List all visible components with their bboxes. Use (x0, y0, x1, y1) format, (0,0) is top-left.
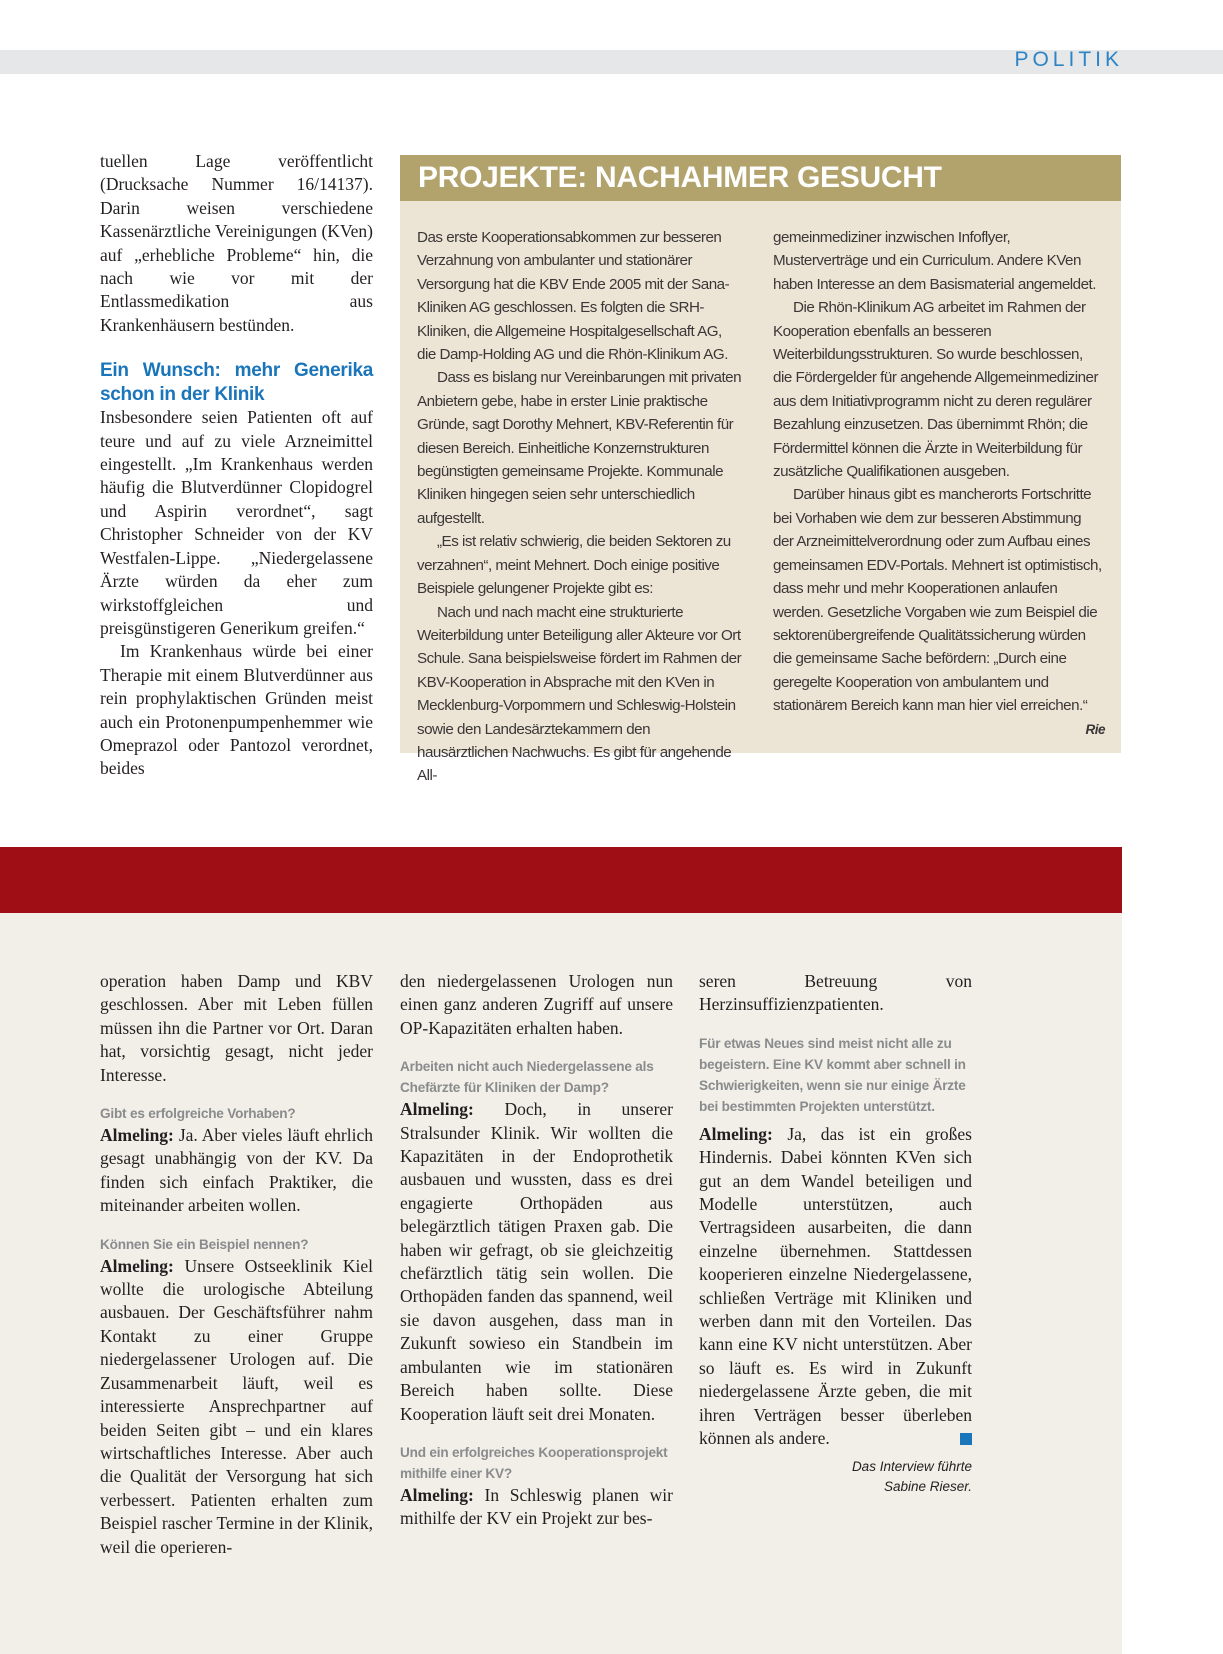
speaker-label: Almeling: (100, 1255, 174, 1276)
box-paragraph: „Es ist relativ schwierig, die beiden Sektoren zu verzahnen“, meint Mehnert. Doch einige positive Beispiele gelungener Projekte gibt es: (417, 533, 731, 598)
interview-answer (100, 1255, 373, 1559)
box-paragraph: gemeinmediziner inzwischen Infoflyer, Musterverträge und ein Curriculum. Andere KVen haben Interesse an dem Basismaterial angemeldet. (773, 229, 1096, 293)
interview-text: den niedergelassenen Urologen nun einen ganz anderen Zugriff auf unsere OP-Kapazitäten erhalten haben. (400, 971, 673, 1038)
end-square-icon (960, 1433, 972, 1445)
interview-column-3 (699, 970, 972, 1497)
box-paragraph: Nach und nach macht eine strukturierte Weiterbildung unter Beteiligung aller Akteure vor Ort Schule. Sana beispielsweise fördert im Rahmen der KBV-Kooperation in Absprache mit den KVen in Mecklenburg-Vorpommern und Schleswig-Holstein sowie den Landesärztekammern den hausärztlichen Nachwuchs. Es gibt für angehende All- (417, 603, 742, 785)
interview-text: seren Betreuung von Herzinsuffizienzpatienten. (699, 971, 972, 1015)
interview-answer (400, 1484, 673, 1531)
interview-answer (100, 1124, 373, 1218)
speaker-label: Almeling: (400, 1484, 474, 1505)
box-paragraph: Die Rhön-Klinikum AG arbeitet im Rahmen der Kooperation ebenfalls an besseren Weiterbildungsstrukturen. So wurde beschlossen, die Fördergelder für angehende Allgemeinmediziner aus dem Initiativprogramm nicht zu deren regulärer Bezahlung einzusetzen. Das übernimmt Rhön; die Fördermittel können die Ärzte in Weiterbildung für zusätzliche Qualifikationen ausgeben. (773, 299, 1099, 481)
interview-answer (699, 1123, 972, 1451)
interview-answer (400, 1098, 673, 1426)
interview-question: Und ein erfolgreiches Kooperationsprojekt mithilfe einer KV? (400, 1444, 668, 1481)
box-column-1 (417, 226, 742, 788)
interview-question: Arbeiten nicht auch Niedergelassene als Chefärzte für Kliniken der Damp? (400, 1059, 654, 1096)
speaker-label: Almeling: (699, 1123, 773, 1144)
left-paragraph-2: Im Krankenhaus würde bei einer Therapie mit einem Blutverdünner aus rein prophylaktischen Gründen meist auch ein Protonenpumpenhemmer wie Omeprazol oder Pantozol verordnet, beides (100, 641, 373, 779)
answer-text: In Schleswig planen wir mithilfe der KV ein Projekt zur bes- (400, 1484, 673, 1529)
interview-question: Können Sie ein Beispiel nennen? (100, 1236, 309, 1252)
interview-question: Für etwas Neues sind meist nicht alle zu begeistern. Eine KV kommt aber schnell in Schwierigkeiten, wenn sie nur einige Ärzte bei bestimmten Projekten unterstützt. (699, 1035, 966, 1114)
interview-column-1 (100, 970, 373, 1559)
box-paragraph: Das erste Kooperationsabkommen zur besseren Verzahnung von ambulanter und stationärer Versorgung hat die KBV Ende 2005 mit der Sana-Kliniken AG geschlossen. Es folgten die SRH-Kliniken, die Allgemeine Hospitalgesellschaft AG, die Damp-Holding AG und die Rhön-Klinikum AG. (417, 229, 730, 364)
byline (699, 1457, 972, 1497)
box-paragraph (773, 483, 1105, 737)
subheading: Ein Wunsch: mehr Generika schon in der Klinik (100, 360, 373, 405)
byline-line-1: Das Interview führte (851, 1458, 972, 1474)
left-paragraph-1: Insbesondere seien Patienten oft auf teure und auf zu viele Arzneimittel eingestellt. „Im Krankenhaus werden häufig die Blutverdünner Clopidogrel und Aspirin verordnet“, sagt Christopher Schneider von der KV Westfalen-Lippe. „Niedergelassene Ärzte würden da eher zum wirkstoffgleichen und preisgünstigeren Generikum greifen.“ (100, 407, 373, 638)
section-label: POLITIK (1014, 48, 1123, 71)
interview-column-2 (400, 970, 673, 1531)
interview-text: operation haben Damp und KBV geschlossen. Aber mit Leben füllen müssen ihn die Partner vor Ort. Daran hat, vorsichtig gesagt, nicht jeder Interesse. (100, 971, 373, 1085)
left-column (100, 150, 373, 781)
info-box (400, 155, 1121, 785)
speaker-label: Almeling: (400, 1099, 474, 1120)
byline-line-2: Sabine Rieser. (883, 1478, 972, 1494)
box-signature: Rie (1085, 721, 1105, 737)
answer-text: Doch, in unserer Stralsunder Klinik. Wir wollten die Kapazitäten in der Endoprothetik ausbauen und wussten, dass es drei engagierte Orthopäden aus belegärztlich tätigen Praxen gab. Die haben wir gefragt, ob sie gleichzeitig chefärztlich tätig sein wollen. Die Orthopäden fanden das spannend, weil sie davon ausgehen, dass man in Zukunft sowieso ein Standbein im ambulanten wie im stationären Bereich haben sollte. Diese Kooperation läuft seit drei Monaten. (400, 1099, 673, 1424)
red-band (0, 847, 1122, 913)
left-intro: tuellen Lage veröffentlicht (Drucksache Nummer 16/14137). Darin weisen verschiedene Kassenärztliche Vereinigungen (KVen) auf „erhebliche Probleme“ hin, die nach wie vor mit der Entlassmedikation aus Krankenhäusern bestünden. (100, 151, 373, 335)
answer-text: Ja. Aber vieles läuft ehrlich gesagt unabhängig von der KV. Da finden sich einfach Praktiker, die miteinander arbeiten wollen. (100, 1125, 373, 1216)
interview-question: Gibt es erfolgreiche Vorhaben? (100, 1106, 296, 1122)
speaker-label: Almeling: (100, 1125, 174, 1146)
answer-text: Unsere Ostseeklinik Kiel wollte die urologische Abteilung ausbauen. Der Geschäftsführer nahm Kontakt zu einer Gruppe niedergelassener Urologen auf. Die Zusammenarbeit läuft, weil es interessierte Ansprechpartner auf beiden Seiten gibt – und ein klares wirtschaftliches Interesse. Aber auch die Qualität der Versorgung hat sich verbessert. Patienten erhalten zum Beispiel rascher Termine in der Klinik, weil die operieren- (100, 1255, 373, 1557)
box-paragraph-text: Darüber hinaus gibt es mancherorts Fortschritte bei Vorhaben wie dem zur besseren Abstimmung der Arzneimittelverordnung oder zum Aufbau eines gemeinsamen EDV-Portals. Mehnert ist optimistisch, dass mehr und mehr Kooperationen anlaufen werden. Gesetzliche Vorgaben wie zum Beispiel die sektorenübergreifende Qualitätssicherung würden die gemeinsame Sache befördern: „Durch eine geregelte Kooperation von ambulantem und stationärem Bereich kann man hier viel erreichen.“ (773, 486, 1102, 715)
box-title: PROJEKTE: NACHAHMER GESUCHT (400, 155, 1121, 201)
box-paragraph: Dass es bislang nur Vereinbarungen mit privaten Anbietern gebe, habe in erster Linie praktische Gründe, sagt Dorothy Mehnert, KBV-Referentin für diesen Bereich. Einheitliche Konzernstrukturen begünstigten gemeinsame Projekte. Kommunale Kliniken hingegen seien sehr unterschiedlich aufgestellt. (417, 369, 742, 527)
box-column-2 (773, 226, 1105, 741)
answer-text: Ja, das ist ein großes Hindernis. Dabei könnten KVen sich gut an dem Wandel beteiligen und Modelle unterstützen, auch Vertragsideen ausarbeiten, die dann einzelne übernehmen. Stattdessen kooperieren einzelne Niedergelassene, schließen Verträge mit Kliniken und werben dann mit den Vorteilen. Das kann eine KV nicht unterstützen. Aber so läuft es. Es wird in Zukunft niedergelassene Ärzte geben, die mit ihren Verträgen besser überleben können als andere. (699, 1123, 972, 1449)
